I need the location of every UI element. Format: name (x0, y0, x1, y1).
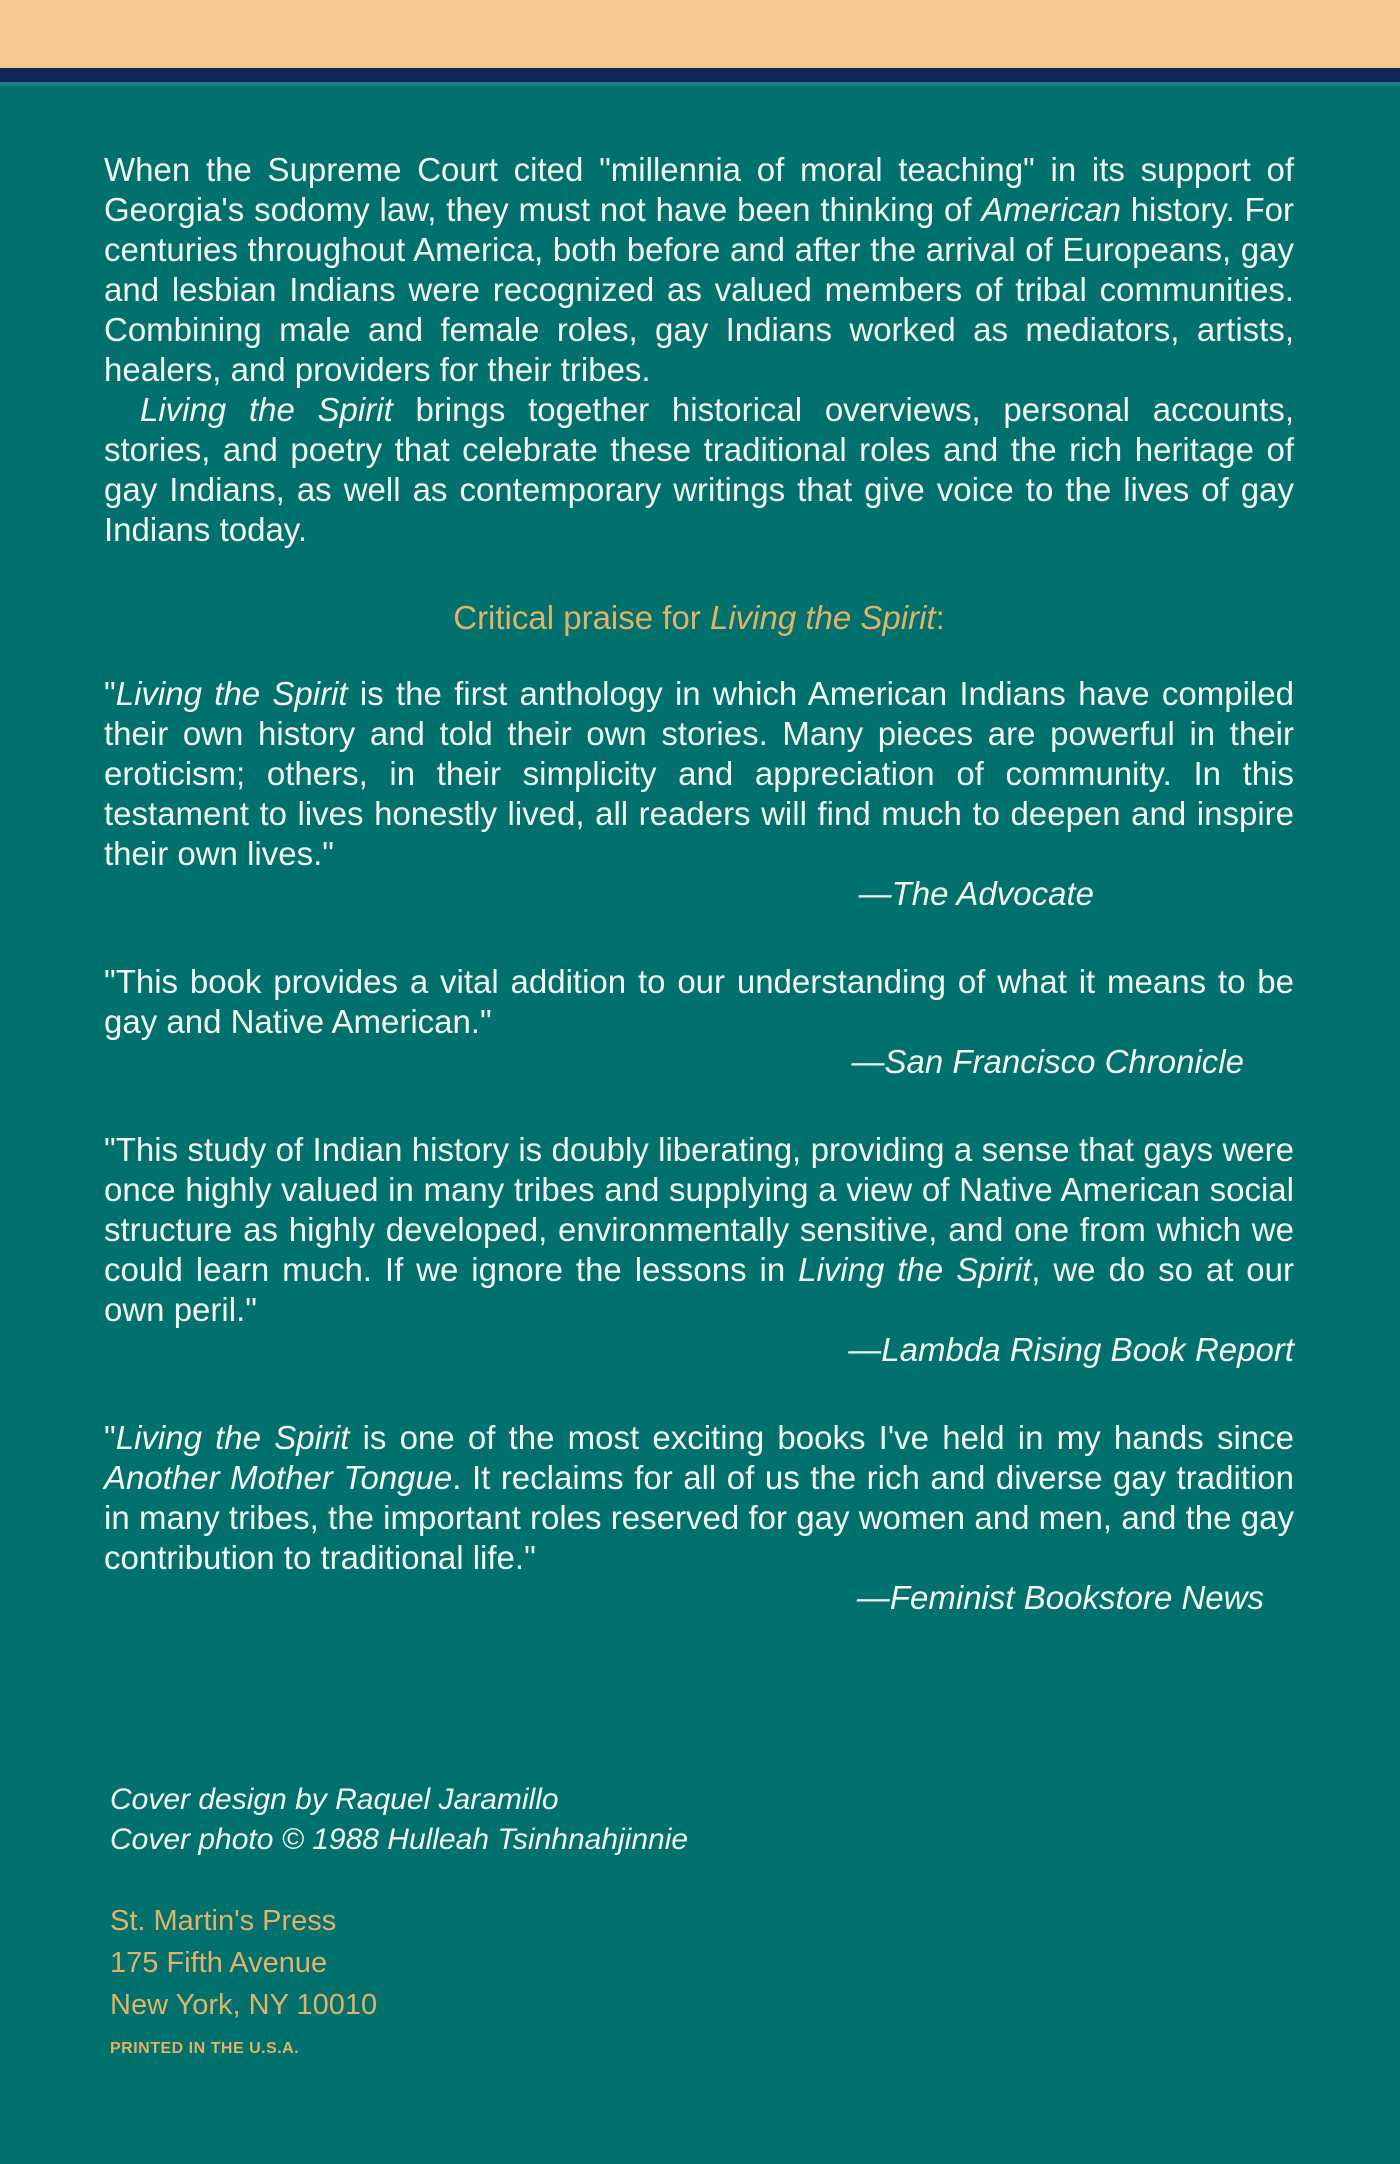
quote-source: —Feminist Bookstore News (856, 1579, 1264, 1616)
top-navy-rule (0, 68, 1400, 82)
quote-open-mark: " (104, 675, 116, 712)
book-title-inline: Another Mother Tongue (104, 1459, 453, 1496)
quote-text: "This book provides a vital addition to our understanding of what it means to be gay and Native American." (104, 963, 1294, 1040)
top-color-band (0, 0, 1400, 68)
blurb-paragraph-2 (104, 390, 1294, 550)
quote-source: —The Advocate (858, 875, 1094, 912)
blurb-text: brings together historical overviews, personal accounts, stories, and poetry that celebrate these traditional roles and the rich heritage of gay Indians, as well as contemporary writings that give voice to the lives of gay Indians today. (104, 391, 1294, 548)
book-title-inline: Living the Spirit (140, 391, 393, 428)
quote-text (104, 674, 1294, 874)
blurb-text: When the Supreme Court cited "millennia of moral teaching" in its support of Georgia's sodomy law, they must not have been thinking of (104, 151, 1294, 228)
top-thin-rule (0, 82, 1400, 86)
publisher-street: 175 Fifth Avenue (110, 1947, 328, 1979)
quote-text (104, 1418, 1294, 1578)
praise-heading-prefix: Critical praise for (453, 599, 710, 636)
blurb-paragraph-1 (104, 150, 1294, 390)
praise-heading (104, 598, 1294, 638)
quote-text (104, 1130, 1294, 1330)
book-title-inline: Living the Spirit (115, 675, 348, 712)
blurb-emphasis: American (981, 191, 1121, 228)
back-cover-content (104, 150, 1294, 1666)
quote-body: is the first anthology in which American Indians have compiled their own history and told their own stories. Many pieces are powerful in their eroticism; others, in their simplicity and appreciation of community. In this testament to lives honestly lived, all readers will find much to deepen and inspire their own lives." (104, 675, 1294, 872)
book-title-inline: Living the Spirit (115, 1419, 350, 1456)
praise-heading-suffix: : (935, 599, 945, 636)
quote-open-mark: " (104, 1419, 116, 1456)
cover-credits (110, 1780, 688, 1860)
quote-body: "This study of Indian history is doubly liberating, providing a sense that gays were once highly valued in many tribes and supplying a view of Native American social structure as highly developed, environmentally sensitive, and one from which we could learn much. If we ignore the lessons in (104, 1131, 1294, 1288)
quote-source: —Lambda Rising Book Report (848, 1331, 1294, 1368)
quote-advocate (104, 674, 1294, 914)
quote-sf-chronicle (104, 962, 1294, 1082)
praise-heading-title: Living the Spirit (709, 599, 936, 636)
cover-photo-credit: Cover photo © 1988 Hulleah Tsinhnahjinnie (110, 1823, 689, 1856)
quote-feminist (104, 1418, 1294, 1618)
publisher-city: New York, NY 10010 (110, 1989, 378, 2021)
publisher-info (110, 1900, 377, 2064)
quote-body: . It reclaims for all of us the rich and diverse gay tradition in many tribes, the important roles reserved for gay women and men, and the gay contribution to traditional life." (104, 1459, 1294, 1576)
quote-lambda (104, 1130, 1294, 1370)
publisher-name: St. Martin's Press (110, 1905, 337, 1937)
quote-body: , we do so at our own peril." (104, 1251, 1294, 1328)
quote-body: is one of the most exciting books I've held in my hands since (349, 1419, 1294, 1456)
quote-source: —San Francisco Chronicle (851, 1043, 1244, 1080)
printed-in-usa: PRINTED IN THE U.S.A. (110, 2040, 300, 2057)
book-title-inline: Living the Spirit (798, 1251, 1032, 1288)
blurb-text: history. For centuries throughout America, both before and after the arrival of Europeans, gay and lesbian Indians were recognized as valued members of tribal communities. Combining male and female roles, gay Indians worked as mediators, artists, healers, and providers for their tribes. (104, 191, 1294, 388)
cover-design-credit: Cover design by Raquel Jaramillo (110, 1783, 559, 1816)
